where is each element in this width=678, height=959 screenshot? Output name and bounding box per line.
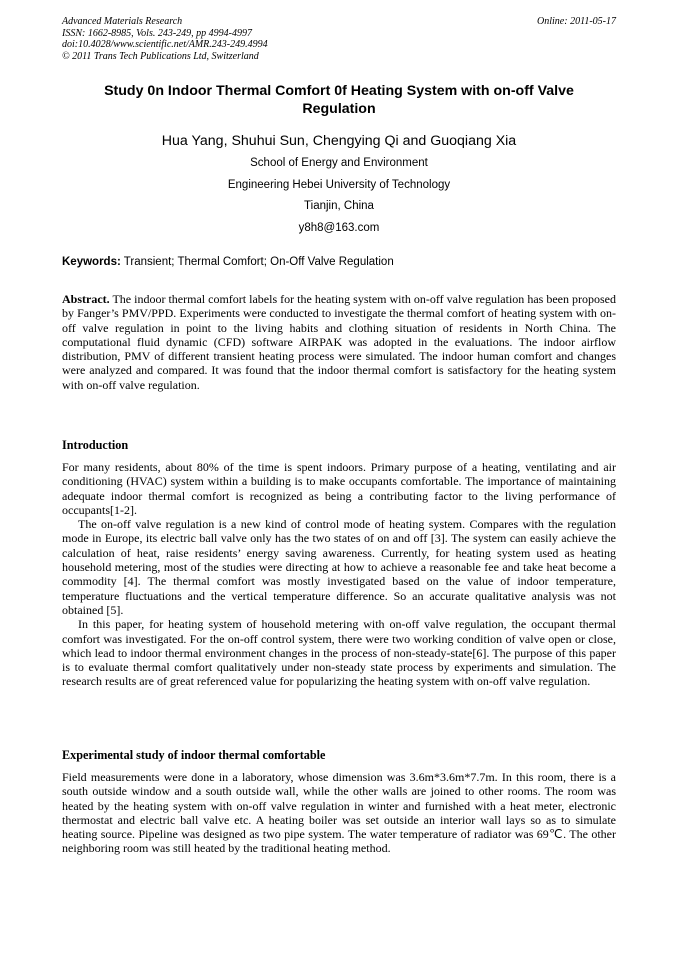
introduction-body (62, 460, 616, 689)
abstract-label: Abstract. (62, 292, 110, 306)
affiliation-school: School of Energy and Environment (250, 157, 428, 169)
paper-title (62, 82, 616, 118)
abstract (62, 292, 616, 392)
journal-header (62, 16, 616, 62)
affiliation-city: Tianjin, China (304, 200, 374, 212)
authors: Hua Yang, Shuhui Sun, Chengying Qi and Guoqiang Xia (161, 133, 517, 149)
title-line-2: Regulation (302, 101, 376, 117)
copyright-line: © 2011 Trans Tech Publications Ltd, Switzerland (62, 50, 259, 62)
affiliation-email: y8h8@163.com (298, 222, 380, 234)
section-heading-introduction: Introduction (62, 438, 129, 452)
journal-name: Advanced Materials Research (62, 16, 183, 27)
online-date: Online: 2011-05-17 (537, 16, 616, 27)
issn-line: ISSN: 1662-8985, Vols. 243-249, pp 4994-4997 (62, 27, 252, 39)
intro-paragraph-3: In this paper, for heating system of household metering with on-off valve regulation, the occupant thermal comfort was investigated. For the on-off control system, there were two working condition of valve open or close, which lead to indoor thermal environment changes in the process of non-steady-state[6]. The purpose of this paper is to evaluate thermal comfort qualitatively under non-steady state process by experiments and simulation. The research results are of great referenced value for popularizing the heating system with on-off valve regulation. (62, 617, 616, 689)
title-line-1: Study 0n Indoor Thermal Comfort 0f Heating System with on-off Valve (104, 83, 574, 99)
keywords (62, 255, 616, 269)
experimental-paragraph-1: Field measurements were done in a laboratory, whose dimension was 3.6m*3.6m*7.7m. In this room, there is a south outside window and a south outside wall, while the other walls are joined to other rooms. The room was heated by the heating system with on-off valve regulation in winter and furnished with a heat meter, electronic thermostat and electric ball valve etc. A heating boiler was set outside an interior wall lays so as to simulate heating source. Pipeline was designed as two pipe system. The water temperature of radiator was 69℃. The other neighboring room was still heated by the traditional heating method. (62, 770, 616, 856)
experimental-body (62, 770, 616, 856)
intro-paragraph-2: The on-off valve regulation is a new kind of control mode of heating system. Compares with the regulation mode in Europe, its electric ball valve only has the two states of on and off [3]. The system can easily achieve the calculation of heat, raise residents’ energy saving awareness. Currently, for heating system used as heating household metering, most of the studies were directing at how to achieve a reasonable fee and take heat become a commodity [4]. The thermal comfort was mostly investigated based on the value of indoor temperature, temperature fluctuations and the vertical temperature difference. So an accurate qualitative analysis was not obtained [5]. (62, 517, 616, 617)
affiliation-university: Engineering Hebei University of Technology (227, 179, 451, 191)
section-heading-experimental: Experimental study of indoor thermal comfortable (62, 748, 326, 762)
abstract-text: The indoor thermal comfort labels for the heating system with on-off valve regulation has been proposed by Fanger’s PMV/PPD. Experiments were conducted to investigate the thermal comfort of heating system with on-off valve regulation in point to the living habits and clothing situation of residents in North China. The computational fluid dynamic (CFD) software AIRPAK was adopted in the evaluations. The indoor airflow distribution, PMV of different transient heating process were simulated. The indoor human comfort and changes were analyzed and compared. It was found that the indoor thermal comfort is satisfactory for the heating system with on-off valve regulation. (62, 292, 616, 392)
keywords-text: Transient; Thermal Comfort; On-Off Valve Regulation (120, 256, 394, 268)
keywords-label: Keywords: (62, 256, 121, 268)
intro-paragraph-1: For many residents, about 80% of the time is spent indoors. Primary purpose of a heating, ventilating and air conditioning (HVAC) system within a building is to make occupants comfortable. The importance of maintaining adequate indoor thermal comfort is recognized as being a contributing factor to the living performance of occupants[1-2]. (62, 460, 616, 517)
doi-line: doi:10.4028/www.scientific.net/AMR.243-249.4994 (62, 39, 268, 50)
